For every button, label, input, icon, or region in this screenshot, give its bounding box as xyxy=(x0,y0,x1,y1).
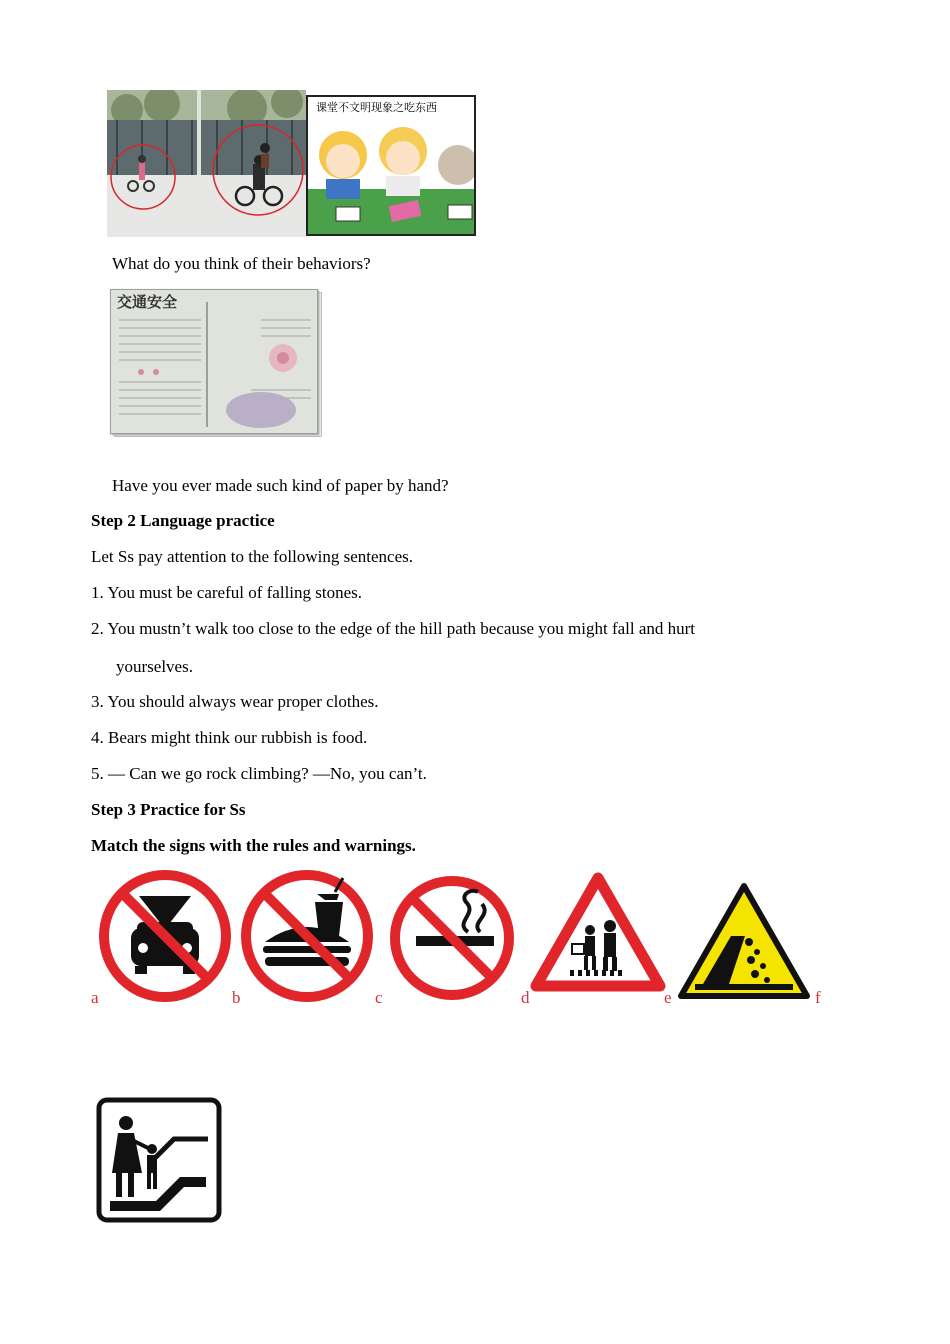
handmade-poster xyxy=(108,288,322,438)
step3-instruction: Match the signs with the rules and warnings. xyxy=(91,836,416,855)
no-smoking-sign-icon xyxy=(388,874,516,1002)
question-behaviors: What do you think of their behaviors? xyxy=(112,254,371,273)
sign-label-a: a xyxy=(91,988,99,1007)
sentence-2-continued: yourselves. xyxy=(116,657,193,676)
no-drinking-driving-sign-icon xyxy=(97,868,233,1004)
step3-heading: Step 3 Practice for Ss xyxy=(91,800,246,819)
comic-caption: 课堂不文明现象之吃东西 xyxy=(316,101,437,114)
classroom-comic xyxy=(306,95,476,236)
sentence-5: 5. — Can we go rock climbing? —No, you can’t. xyxy=(91,764,427,783)
sign-label-e: e xyxy=(664,988,672,1007)
no-food-sign-icon xyxy=(239,868,375,1004)
sign-label-b: b xyxy=(232,988,241,1007)
sentence-4: 4. Bears might think our rubbish is food. xyxy=(91,728,368,747)
sentence-1: 1. You must be careful of falling stones. xyxy=(91,583,363,602)
falling-rocks-warning-icon xyxy=(675,880,813,1004)
sentence-2: 2. You mustn’t walk too close to the edge of the hill path because you might fall and hurt xyxy=(91,619,696,638)
hold-child-on-escalator-icon xyxy=(96,1097,222,1223)
sentence-3: 3. You should always wear proper clothes. xyxy=(91,692,379,711)
question-handmade-paper: Have you ever made such kind of paper by hand? xyxy=(112,476,449,495)
sign-label-c: c xyxy=(375,988,383,1007)
sign-label-f: f xyxy=(815,988,821,1007)
sign-label-d: d xyxy=(521,988,530,1007)
pedestrian-crossing-warning-icon xyxy=(530,872,666,992)
bicycle-photo xyxy=(107,90,306,237)
step2-heading: Step 2 Language practice xyxy=(91,511,275,530)
poster-title: 交通安全 xyxy=(117,293,178,311)
step2-intro: Let Ss pay attention to the following sentences. xyxy=(91,547,413,566)
